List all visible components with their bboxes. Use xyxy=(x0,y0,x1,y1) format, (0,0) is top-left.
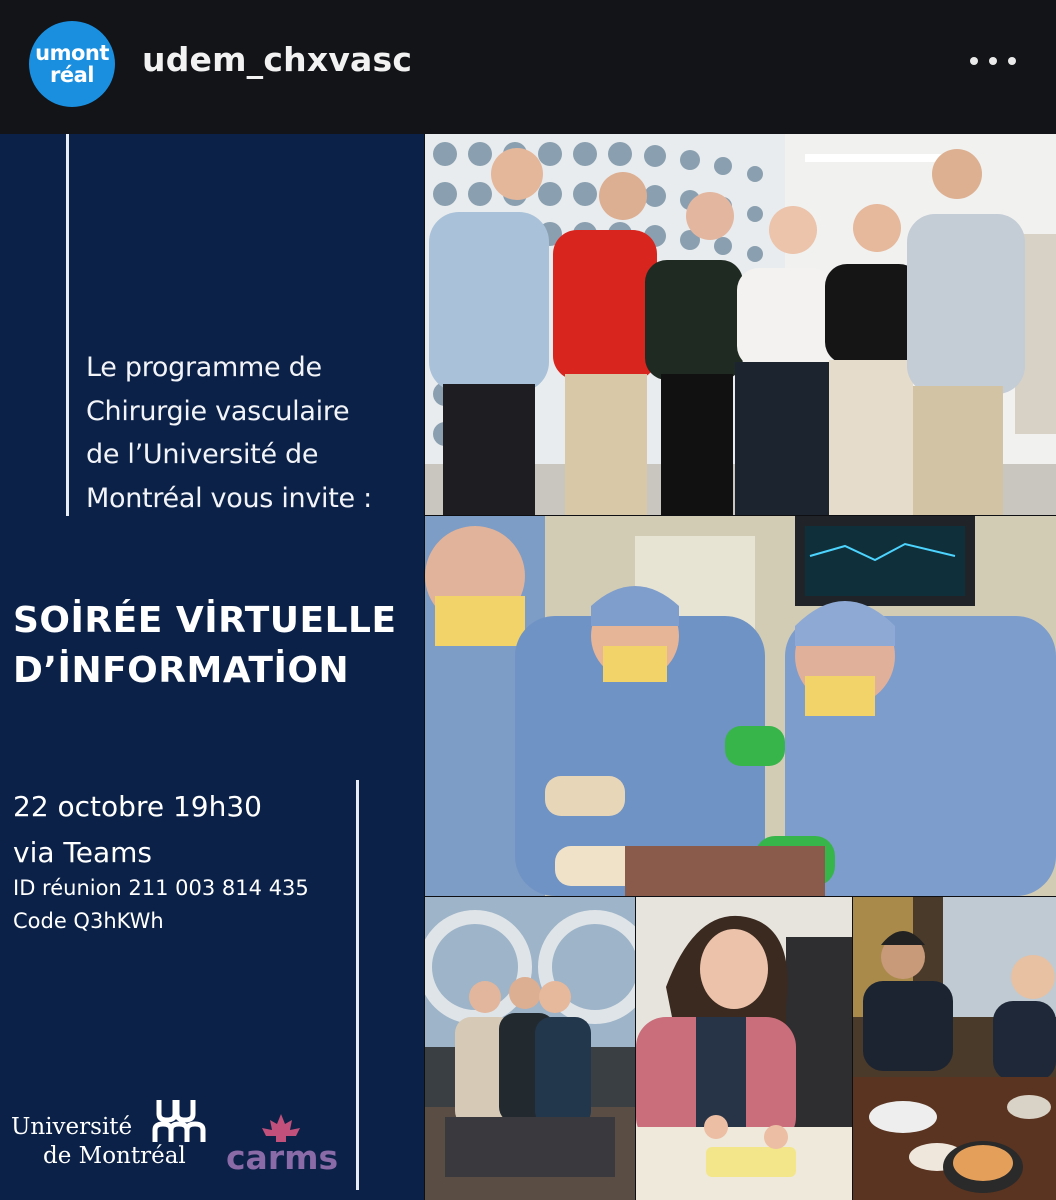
intro-line: de l’Université de xyxy=(86,439,319,470)
carms-logo xyxy=(226,1112,356,1182)
udem-emblem-icon xyxy=(151,1096,213,1144)
intro-line: Le programme de xyxy=(86,352,322,383)
post-header xyxy=(0,0,1056,134)
text-panel xyxy=(0,134,424,1200)
intro-line: Chirurgie vasculaire xyxy=(86,395,350,427)
event-date xyxy=(13,784,262,876)
photo-student-practice xyxy=(636,897,852,1200)
carms-wordmark: carms xyxy=(226,1138,339,1177)
meeting-id: ID réunion 211 003 814 435 xyxy=(13,876,309,900)
event-title-line: D’İNFORMATİON xyxy=(13,650,350,691)
decorative-line-top xyxy=(66,134,69,516)
avatar-text-line2: réal xyxy=(50,62,94,87)
intro-line: Montréal vous invite : xyxy=(86,482,372,514)
dot xyxy=(970,57,978,65)
photo-surgery xyxy=(425,516,1056,896)
photo-group-residents xyxy=(425,134,1056,515)
event-title-line: SOİRÉE VİRTUELLE xyxy=(13,600,397,641)
more-options-icon[interactable] xyxy=(970,44,1016,78)
username-link[interactable]: udem_chxvasc xyxy=(142,40,413,79)
dot xyxy=(989,57,997,65)
platform-line: via Teams xyxy=(13,836,153,869)
meeting-info xyxy=(13,872,309,938)
dot xyxy=(1008,57,1016,65)
photo-dinner xyxy=(853,897,1056,1200)
decorative-line-bottom xyxy=(356,780,359,1190)
udem-logo xyxy=(11,1096,211,1176)
udem-logo-line1: Université xyxy=(11,1114,133,1140)
event-title xyxy=(13,596,423,696)
udem-logo-line2: de Montréal xyxy=(43,1143,186,1169)
post-image[interactable] xyxy=(0,134,1056,1200)
avatar-text-line1: umont xyxy=(35,40,109,65)
intro-text xyxy=(86,346,426,520)
profile-avatar[interactable] xyxy=(29,21,115,107)
meeting-code: Code Q3hKWh xyxy=(13,909,164,933)
date-line: 22 octobre 19h30 xyxy=(13,790,262,823)
photo-students-window xyxy=(425,897,635,1200)
